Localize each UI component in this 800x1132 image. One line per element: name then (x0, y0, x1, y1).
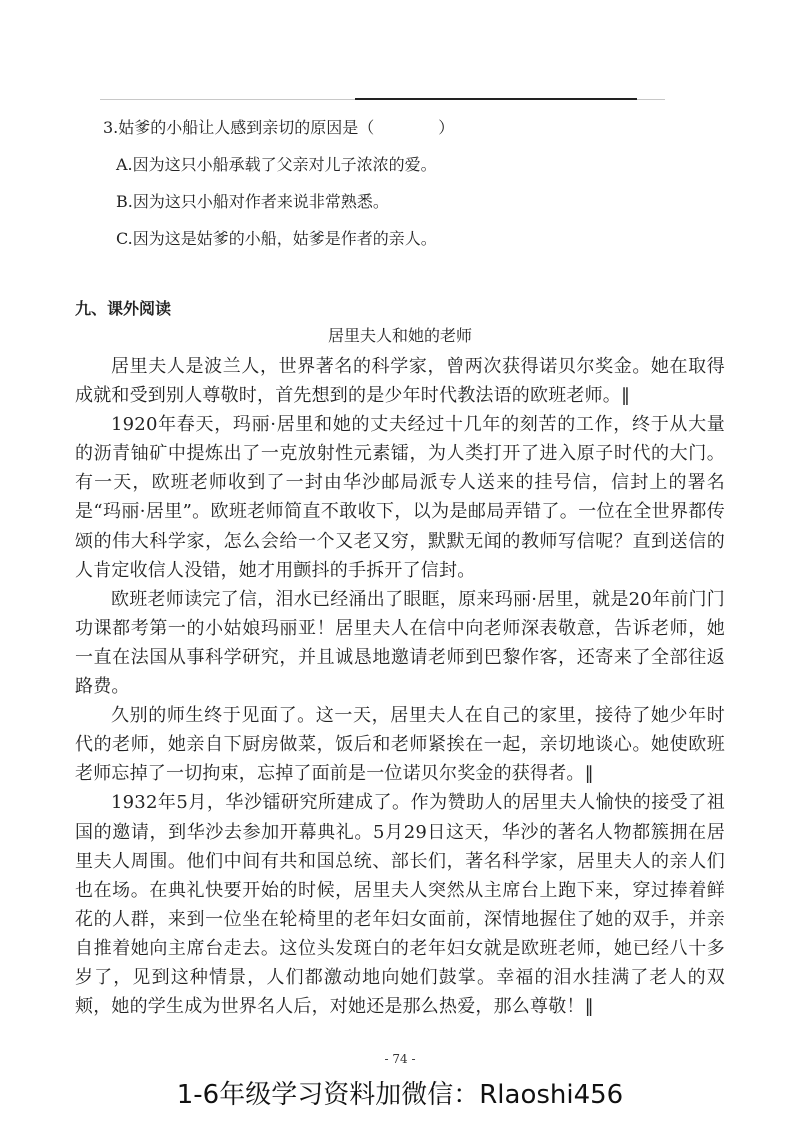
section-heading: 九、课外阅读 (75, 299, 172, 318)
option-a: A.因为这只小船承载了父亲对儿子浓浓的爱。 (116, 155, 437, 174)
paragraph-3: 欧班老师读完了信，泪水已经涌出了眼眶，原来玛丽·居里，就是20年前门门功课都考第一的小姑娘玛丽亚！居里夫人在信中向老师深表敬意，告诉老师，她一直在法国从事科学研究，并且诚恳地邀请老师到巴黎作客，还寄来了全部往返路费。 (75, 588, 725, 698)
answer-blank-line (355, 98, 637, 100)
paragraph-1: 居里夫人是波兰人，世界著名的科学家，曾两次获得诺贝尔奖金。她在取得成就和受到别人尊敬时，首先想到的是少年时代教法语的欧班老师。‖ (75, 356, 725, 407)
article-title: 居里夫人和她的老师 (327, 326, 472, 345)
footer-note: 1-6年级学习资料加微信：Rlaoshi456 (176, 1080, 624, 1110)
paragraph-5: 1932年5月，华沙镭研究所建成了。作为赞助人的居里夫人愉快的接受了祖国的邀请，到华沙去参加开幕典礼。5月29日这天，华沙的著名人物都簇拥在居里夫人周围。他们中间有共和国总统、部长们，著名科学家，居里夫人的亲人们也在场。在典礼快要开始的时候，居里夫人突然从主席台上跑下来，穿过捧着鲜花的人群，来到一位坐在轮椅里的老年妇女面前，深情地握住了她的双手，并亲自推着她向主席台走去。这位头发斑白的老年妇女就是欧班老师，她已经八十多岁了，见到这种情景，人们都激动地向她们鼓掌。幸福的泪水挂满了老人的双颊，她的学生成为世界名人后，对她还是那么热爱，那么尊敬！‖ (75, 792, 725, 1018)
option-c: C.因为这是姑爹的小船，姑爹是作者的亲人。 (116, 229, 437, 248)
article-body (75, 352, 725, 1021)
paragraph-4: 久别的师生终于见面了。这一天，居里夫人在自己的家里，接待了她少年时代的老师，她亲自下厨房做菜，饭后和老师紧挨在一起，亲切地谈心。她使欧班老师忘掉了一切拘束，忘掉了面前是一位诺贝尔奖金的获得者。‖ (75, 705, 725, 785)
page-number: - 74 - (384, 1052, 416, 1066)
option-b: B.因为这只小船对作者来说非常熟悉。 (116, 192, 389, 211)
question-stem: 3.姑爹的小船让人感到亲切的原因是（ ） (103, 118, 455, 137)
paragraph-2: 1920年春天，玛丽·居里和她的丈夫经过十几年的刻苦的工作，终于从大量的沥青铀矿中提炼出了一克放射性元素镭，为人类打开了进入原子时代的大门。有一天，欧班老师收到了一封由华沙邮局派专人送来的挂号信，信封上的署名是“玛丽·居里”。欧班老师简直不敢收下，以为是邮局弄错了。一位在全世界都传颂的伟大科学家，怎么会给一个又老又穷，默默无闻的教师写信呢？直到送信的人肯定收信人没错，她才用颤抖的手拆开了信封。 (75, 414, 725, 581)
